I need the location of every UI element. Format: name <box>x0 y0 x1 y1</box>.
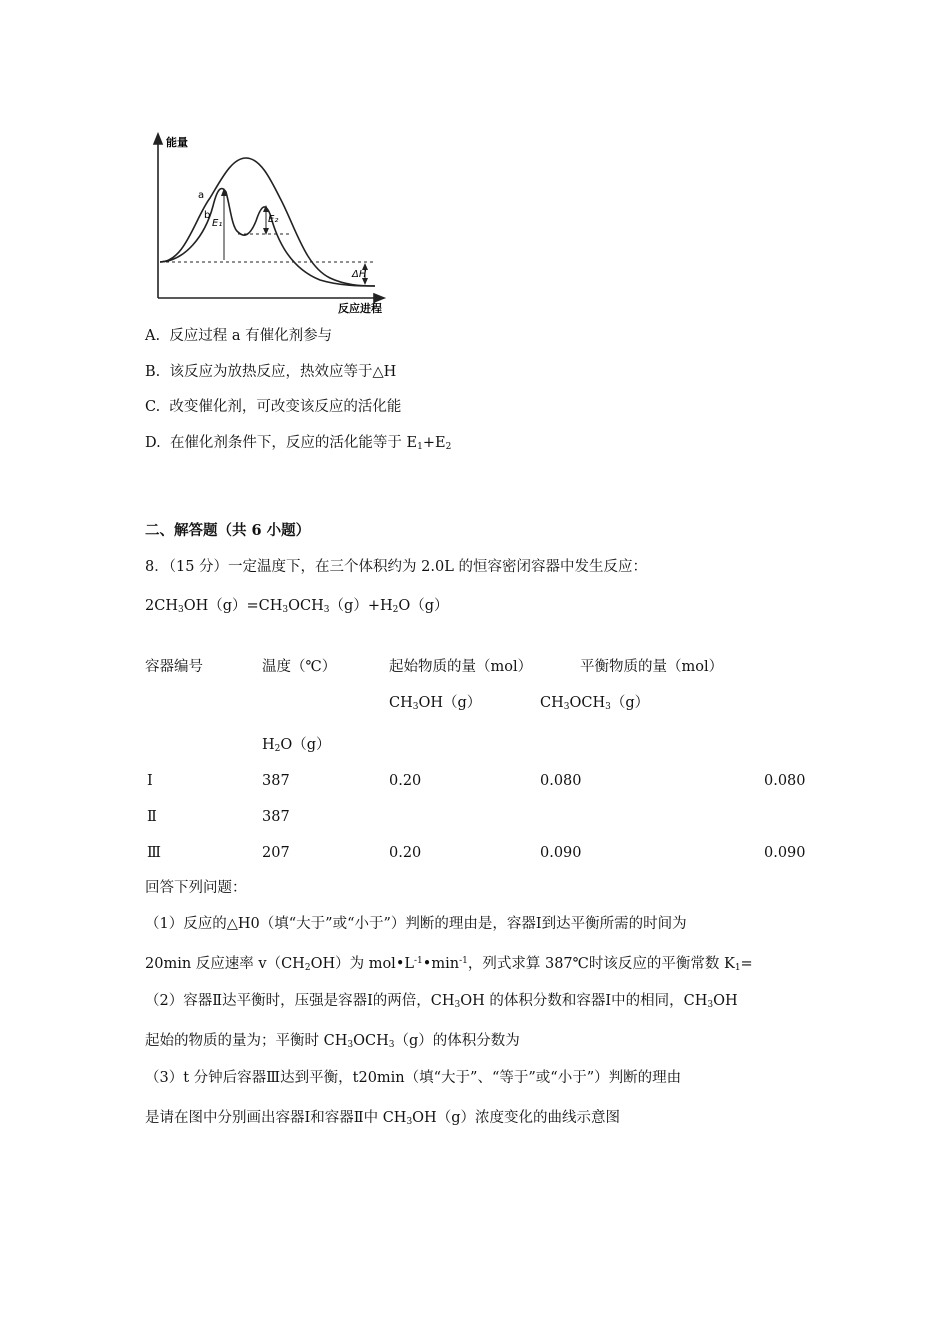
section-title: 二、解答题（共 6 小题） <box>145 522 311 539</box>
table-header-1: 容器编号 <box>145 659 203 675</box>
q3-line1: （3）t 分钟后容器Ⅲ达到平衡，t20min（填“大于”、“等于”或“小于”）判断的理由 <box>145 1070 682 1086</box>
q1-line1: （1）反应的△H0（填“大于”或“小于”）判断的理由是，容器Ⅰ到达平衡所需的时间为 <box>145 916 687 932</box>
table-header-2: 温度（℃） <box>262 659 337 675</box>
table-subheader-h2o: $H_2O(g)$ <box>262 737 331 754</box>
option-c: C. 改变催化剂，可改变该反应的活化能 <box>145 399 402 415</box>
curve-a-label: a <box>198 190 205 201</box>
q3-line2: 是请在图中分别画出容器Ⅰ和容器Ⅱ中 $CH_3OH(g)$浓度变化的曲线示意图 <box>145 1110 620 1127</box>
y-axis-label: 能量 <box>166 136 188 149</box>
q2-line2: 起始的物质的量为；平衡时 $CH_3OCH_3(g)$的体积分数为 <box>145 1033 520 1050</box>
option-a: A. 反应过程 a 有催化剂参与 <box>145 328 333 344</box>
table-subheader-ch3oh: $CH_3OH(g)$ <box>389 695 482 712</box>
y-axis-arrow <box>154 134 162 144</box>
energy-diagram <box>140 126 410 316</box>
e1-label: E₁ <box>212 218 223 229</box>
curve-b-label: b <box>204 210 211 221</box>
q2-line1: （2）容器Ⅱ达平衡时，压强是容器Ⅰ的两倍，$CH_3OH$ 的体积分数和容器Ⅰ中的相同，$CH_3OH$ <box>145 993 738 1010</box>
x-axis-arrow <box>374 294 384 302</box>
table-header-4: 平衡物质的量（mol） <box>580 659 724 675</box>
table-header-3: 起始物质的量（mol） <box>389 659 533 675</box>
curve-b-path <box>160 189 375 286</box>
x-axis-label: 反应进程 <box>338 302 382 315</box>
q8-intro: 8．（15 分）一定温度下，在三个体积约为 2.0L 的恒容密闭容器中发生反应： <box>145 559 647 575</box>
q8-equation: $2CH_3OH(g)=CH_3OCH_3(g)+H_2O(g)$ <box>145 598 449 615</box>
answer-prompt: 回答下列问题： <box>145 880 247 896</box>
e2-label: E₂ <box>268 214 279 225</box>
option-d: D. 在催化剂条件下，反应的活化能等于 $E_1+E_2$ <box>145 435 452 452</box>
option-b: B. 该反应为放热反应，热效应等于△H <box>145 364 397 380</box>
q1-line2: 20min 反应速率 $v(CH_2OH)$为 $mol•L^{-1}•\min^{-1}$，列式求算 387℃时该反应的平衡常数 $K_1=$ <box>145 956 753 973</box>
table-subheader-ch3och3: $CH_3OCH_3(g)$ <box>540 695 650 712</box>
dh-label: ΔH <box>352 269 367 280</box>
